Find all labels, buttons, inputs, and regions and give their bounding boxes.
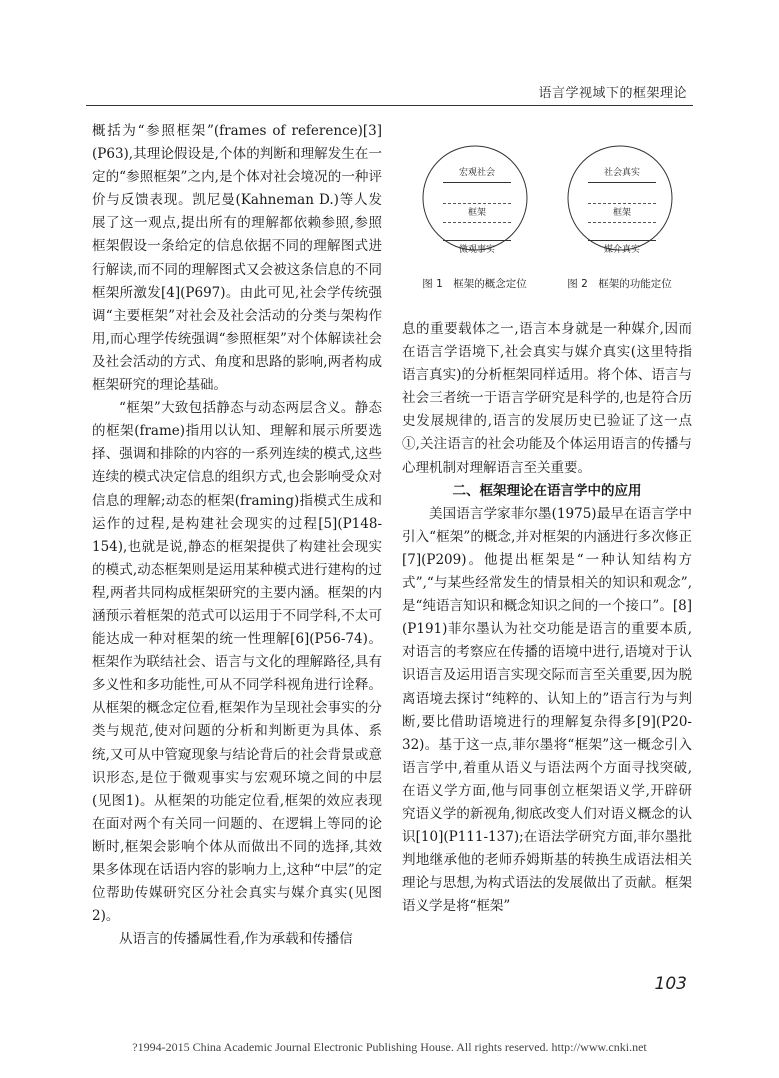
right-column [402, 318, 692, 918]
figure-2-bottom-label: 媒介真实 [588, 240, 656, 259]
header-rule [86, 105, 693, 106]
figures [402, 126, 692, 296]
figure-2-middle-label: 框架 [588, 203, 656, 223]
page-number: 103 [654, 974, 687, 994]
left-column [92, 120, 382, 951]
section-heading: 二、框架理论在语言学中的应用 [452, 482, 642, 499]
figure-1 [402, 126, 547, 296]
figure-1-middle-label: 框架 [443, 203, 511, 223]
paragraph-1: 概括为“参照框架”(frames of reference)[3](P63),其理论假设是,个体的判断和理解发生在一定的“参照框架”之内,是个体对社会境况的一种评价与反馈表现。凯尼曼(Kahneman D.)等人发展了这一观点,提出所有的理解都依赖参照,参照框架假设一条给定的信息依据不同的理解图式进行解读,而不同的理解图式又会被这条信息的不同框架所激发[4](P697)。由此可见,社会学传统强调“主要框架”对社会及社会活动的分类与架构作用,而心理学传统强调“参照框架”对个体解读社会及社会活动的方式、角度和思路的影响,两者构成框架研究的理论基础。 [92, 123, 382, 394]
figure-2-caption: 图 2 框架的功能定位 [567, 278, 672, 290]
paragraph-continued: 息的重要载体之一,语言本身就是一种媒介,因而在语言学语境下,社会真实与媒介真实(这里特指语言真实)的分析框架同样适用。将个体、语言与社会三者统一于语言学研究是科学的,也是符合历史发展规律的,语言的发展历史已验证了这一点①,关注语言的社会功能及个体运用语言的传播与心理机制对理解语言至关重要。 [402, 321, 692, 476]
figure-1-top-label: 宏观社会 [443, 164, 511, 183]
paragraph-2: “框架”大致包括静态与动态两层含义。静态的框架(frame)指用以认知、理解和展示所要选择、强调和排除的内容的一系列连续的模式,这些连续的模式决定信息的组织方式,也会影响受众对信息的理解;动态的框架(framing)指模式生成和运作的过程,是构建社会现实的过程[5](P148-154),也就是说,静态的框架提供了构建社会现实的模式,动态框架则是运用某种模式进行建构的过程,两者共同构成框架研究的主要内涵。框架的内涵预示着框架的范式可以运用于不同学科,不太可能达成一种对框架的统一性理解[6](P56-74)。框架作为联结社会、语言与文化的理解路径,具有多义性和多功能性,可从不同学科视角进行诠释。从框架的概念定位看,框架作为呈现社会事实的分类与规范,使对问题的分析和判断更为具体、系统,又可从中管窥现象与结论背后的社会背景或意识形态,是位于微观事实与宏观环境之间的中层(见图1)。从框架的功能定位看,框架的效应表现在面对两个有关同一问题的、在逻辑上等同的论断时,框架会影响个体从而做出不同的选择,其效果多体现在话语内容的影响力上,这种“中层”的定位帮助传媒研究区分社会真实与媒介真实(见图2)。 [92, 400, 382, 925]
figure-1-bottom-label: 微观事实 [443, 240, 511, 259]
footer: ?1994-2015 China Academic Journal Electronic Publishing House. All rights reserved. http://www.cnki.net [132, 1040, 647, 1054]
running-header: 语言学视域下的框架理论 [538, 86, 687, 101]
paragraph-3: 从语言的传播属性看,作为承载和传播信 [119, 931, 353, 948]
figure-2-top-label: 社会真实 [588, 164, 656, 183]
paragraph-section-2: 美国语言学家菲尔墨(1975)最早在语言学中引入“框架”的概念,并对框架的内涵进行多次修正[7](P209)。他提出框架是“一种认知结构方式”,“与某些经常发生的情景相关的知识和观念”,是“纯语言知识和概念知识之间的一个接口”。[8](P191)菲尔墨认为社交功能是语言的重要本质,对语言的考察应在传播的语境中进行,语境对于认识语言及运用语言实现交际而言至关重要,因为脱离语境去探讨“纯粹的、认知上的”语言行为与判断,要比借助语境进行的理解复杂得多[9](P20-32)。基于这一点,菲尔墨将“框架”这一概念引入语言学中,着重从语义与语法两个方面寻找突破,在语义学方面,他与同事创立框架语义学,开辟研究语义学的新视角,彻底改变人们对语义概念的认识[10](P111-137);在语法学研究方面,菲尔墨批判地继承他的老师乔姆斯基的转换生成语法相关理论与思想,为构式语法的发展做出了贡献。框架语义学是将“框架” [402, 505, 692, 915]
figure-1-caption: 图 1 框架的概念定位 [422, 278, 527, 290]
figure-2 [547, 126, 692, 296]
